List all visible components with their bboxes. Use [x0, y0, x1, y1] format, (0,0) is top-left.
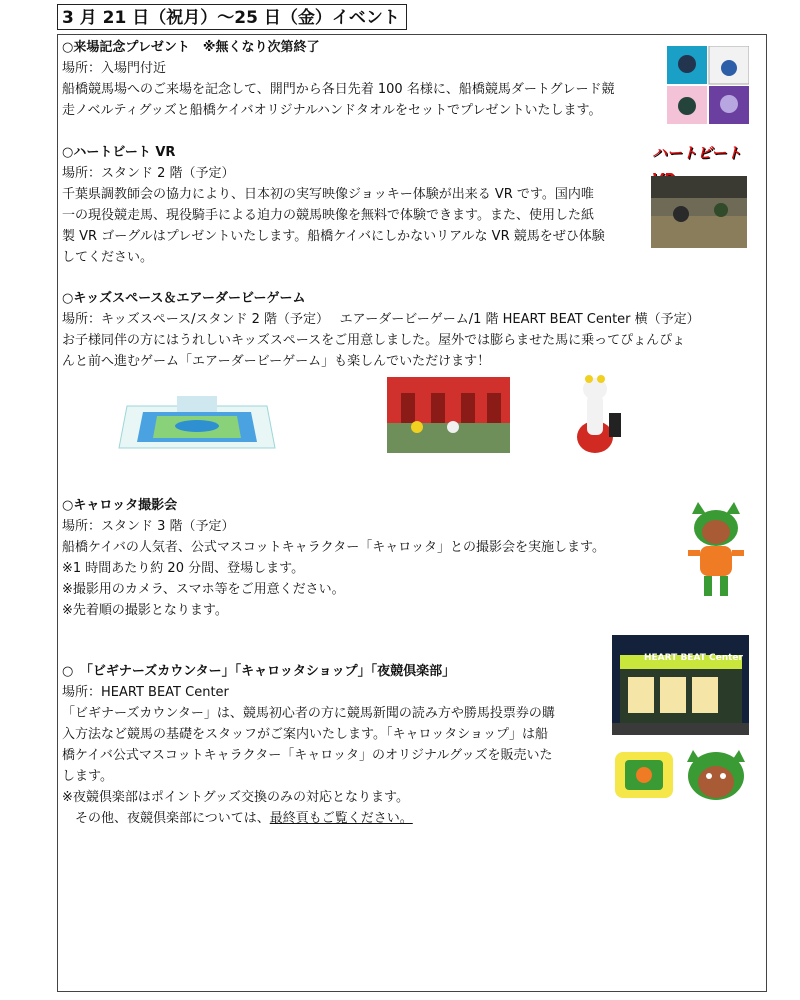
section-line: 橋ケイバ公式マスコットキャラクター「キャロッタ」のオリジナルグッズを販売いた	[62, 748, 553, 763]
section-kids-space	[62, 288, 700, 372]
air-derby-game-image	[387, 377, 510, 453]
heartbeat-center-sign: HEART BEAT Center	[644, 653, 743, 663]
heartbeat-vr-logo: ハートビート	[652, 144, 742, 162]
vr-racing-image	[651, 176, 747, 248]
section-heading: ○来場記念プレゼント ※無くなり次第終了	[62, 40, 320, 55]
section-line: ※撮影用のカメラ、スマホ等をご用意ください。	[62, 582, 345, 597]
section-line: 一の現役競走馬、現役騎手による迫力の競馬映像を無料で体験できます。また、使用した紙	[62, 208, 594, 223]
section-line: 入方法など競馬の基礎をスタッフがご案内いたします。「キャロッタショップ」は船	[62, 727, 548, 742]
section-line: 場所：スタンド 3 階（予定）	[62, 519, 235, 534]
section-line: 製 VR ゴーグルはプレゼントいたします。船橋ケイバにしかないリアルな VR 競馬をぜひ体験	[62, 229, 605, 244]
goods-tray-image	[613, 748, 675, 802]
section-present	[62, 37, 615, 121]
section-carrotta-photo	[62, 495, 605, 621]
section-line: お子様同伴の方にはうれしいキッズスペースをご用意しました。屋外では膨らませた馬に乗ってぴょんぴょ	[62, 333, 686, 348]
section-line: ※1 時間あたり約 20 分間、登場します。	[62, 561, 305, 576]
carrotta-mascot-image	[684, 498, 748, 602]
section-line: 場所：スタンド 2 階（予定）	[62, 166, 235, 181]
section-line: します。	[62, 769, 113, 784]
section-line: ※夜競倶楽部はポイントグッズ交換のみの対応となります。	[62, 790, 409, 805]
section-last-line	[62, 808, 555, 829]
section-heading: ○ハートビート VR	[62, 145, 176, 160]
last-line-prefix: その他、夜競倶楽部については、	[62, 811, 270, 826]
section-line: 千葉県調教師会の協力により、日本初の実写映像ジョッキー体験が出来る VR です。国内唯	[62, 187, 594, 202]
section-line: 場所：入場門付近	[62, 61, 167, 76]
section-heading: ○キャロッタ撮影会	[62, 498, 178, 513]
section-vr	[62, 142, 605, 268]
carrotta-mask-image	[683, 746, 749, 804]
section-heading: ○ 「ビギナーズカウンター」「キャロッタショップ」「夜競倶楽部」	[62, 664, 456, 679]
novelty-goods-image	[667, 46, 749, 124]
section-line: 「ビギナーズカウンター」は、競馬初心者の方に競馬新聞の読み方や勝馬投票券の購	[62, 706, 555, 721]
section-line: 場所：キッズスペース/スタンド 2 階（予定） エアーダービーゲーム/1 階 HEART BEAT Center 横（予定）	[62, 312, 700, 327]
page-title: 3 月 21 日（祝月）～25 日（金）イベント	[57, 4, 407, 30]
section-line: してください。	[62, 250, 154, 265]
section-line: 船橋競馬場へのご来場を記念して、開門から各日先着 100 名様に、船橋競馬ダートグレード競	[62, 82, 615, 97]
kids-space-image	[117, 376, 277, 454]
inflatable-horse-image	[567, 373, 627, 457]
heartbeat-center-image	[612, 635, 749, 735]
section-heartbeat-center	[62, 661, 555, 829]
section-line: 場所：HEART BEAT Center	[62, 685, 229, 700]
section-line: 走ノベルティグッズと船橋ケイバオリジナルハンドタオルをセットでプレゼントいたします。	[62, 103, 602, 118]
section-line: ※先着順の撮影となります。	[62, 603, 228, 618]
section-heading: ○キッズスペース＆エアーダービーゲーム	[62, 291, 306, 306]
last-page-link[interactable]: 最終頁もご覧ください。	[269, 811, 413, 826]
section-line: んと前へ進むゲーム「エアーダービーゲーム」も楽しんでいただけます！	[62, 354, 491, 369]
section-line: 船橋ケイバの人気者、公式マスコットキャラクター「キャロッタ」との撮影会を実施します。	[62, 540, 606, 555]
